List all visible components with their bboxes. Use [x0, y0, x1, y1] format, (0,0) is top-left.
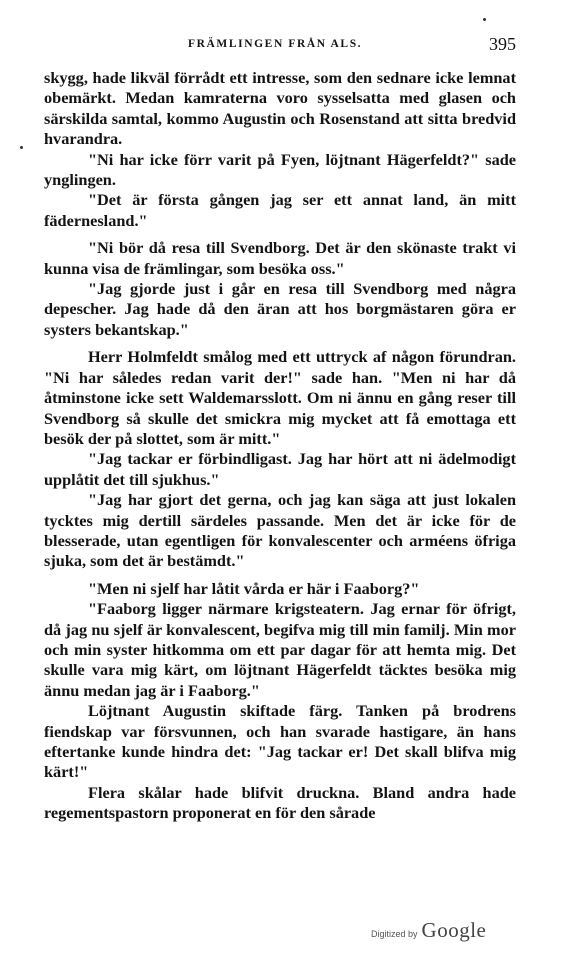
paragraph: "Ni bör då resa till Svendborg. Det är den skönaste trakt vi kunna visa de främlingar, som besöka oss.": [44, 238, 516, 278]
running-title: FRÄMLINGEN FRÅN ALS.: [188, 38, 363, 50]
digitized-by-google-watermark: [371, 918, 486, 943]
paragraph: skygg, hade likväl förrådt ett intresse, som den sednare icke lemnat obemärkt. Medan kamraterna voro sysselsatta med glasen och särskilda samtal, kommo Augustin och Rosenstand att sitta bredvid hvarandra.: [44, 68, 516, 149]
paragraph: "Jag tackar er förbindligast. Jag har hört att ni ädelmodigt upplåtit det till sjukhus.": [44, 449, 516, 489]
scan-speck: [20, 146, 23, 149]
digitized-prefix: Digitized by: [371, 929, 418, 939]
paragraph: "Det är första gången jag ser ett annat land, än mitt fädernesland.": [44, 190, 516, 230]
google-logo: Google: [421, 918, 487, 942]
paragraph: "Jag har gjort det gerna, och jag kan säga att just lokalen tycktes mig dertill särdeles passande. Men det är icke för de blesserade, utan egentligen för konvalescenter och arméens öfriga sjuka, som det är bestämdt.": [44, 490, 516, 571]
paragraph: Löjtnant Augustin skiftade färg. Tanken på brodrens fiendskap var försvunnen, och han svarade hastigare, än hans eftertanke kunde hindra det: "Jag tackar er! Det skall blifva mig kärt!": [44, 701, 516, 782]
paragraph: "Jag gjorde just i går en resa till Svendborg med några depescher. Jag hade då den äran att hos borgmästaren göra er systers bekantskap.": [44, 279, 516, 339]
page-number: 395: [489, 34, 516, 54]
page-header: [40, 36, 520, 58]
paragraph: "Ni har icke förr varit på Fyen, löjtnant Hägerfeldt?" sade ynglingen.: [44, 149, 516, 190]
paragraph: "Men ni sjelf har låtit vårda er här i Faaborg?": [88, 578, 420, 598]
paragraph: Herr Holmfeldt smålog med ett uttryck af någon förundran. "Ni har således redan varit der!" sade han. "Men ni har då åtminstone icke sett Waldemarsslott. Om ni ännu en gång reser till Svendborg så skulle det smickra mig mycket att få emottaga ett besök der på slottet, som är mitt.": [44, 347, 516, 448]
paragraph: Flera skålar hade blifvit druckna. Bland andra hade regementspastorn proponerat en för den sårade: [44, 782, 516, 823]
body-text: [44, 68, 516, 824]
scan-speck: [483, 18, 486, 21]
paragraph: "Faaborg ligger närmare krigsteatern. Jag ernar för öfrigt, då jag nu sjelf är konvalescent, begifva mig till min familj. Min mor och min syster hitkomma om ett par dagar för att hemta mig. Det skulle vara mig kärt, om löjtnant Hägerfeldt täcktes besöka mig ännu medan jag är i Faaborg.": [44, 599, 516, 700]
